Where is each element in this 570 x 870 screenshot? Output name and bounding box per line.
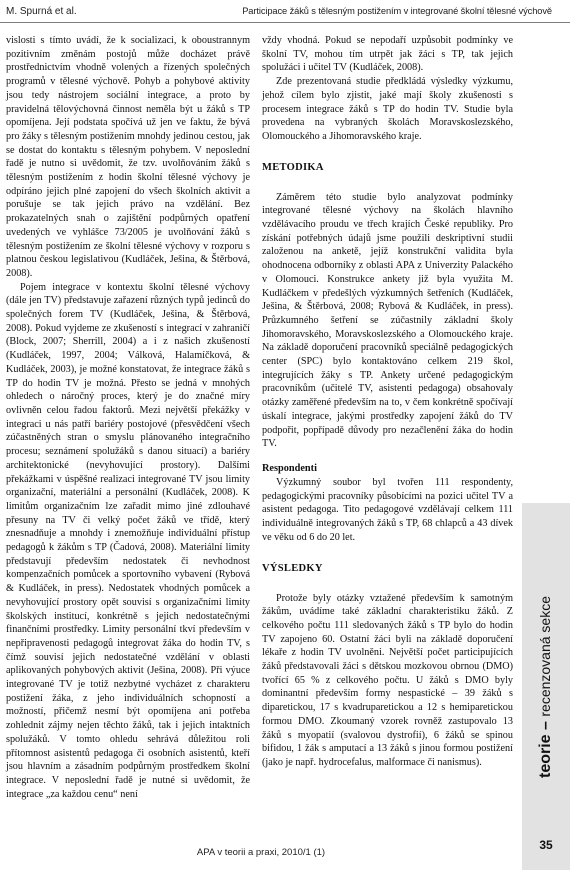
paragraph: Záměrem této studie bylo analyzovat podmínky integrované tělesné výchovy na školách hlavního vzdělávacího proudu ve třech krajích České republiky. Pro získání potřebných údajů jsme použili deskriptivní studii založenou na anketě, jejíž konstrukční validita byla ohodnocena odborníky z oblasti APA z Univerzity Palackého v Olomouci. Konstrukce ankety již byla využita M. Kudláčkem v předešlých výzkumných šetřeních (Kudláček, Ješina, & Štěrbová, 2008; Rybová & Kudláček, in press). Průzkumného šetření se zúčastnily základní školy Jihomoravského, Moravskoslezského a Olomouckého kraje. Na základě doporučení pracovníků speciálně pedagogických center (SPC) bylo kontaktováno celkem 219 škol, integrujících žáky s TP. Ankety určené pedagogickým pracovníkům (učitelé TV, asistenti pedagoga) obsahovaly otázky zaměřené především na to, v čem konkrétně spočívají úskalí integrace, jakými prostředky zapojení žáků do TV podpořit, popřípadě důvody pro nezačlenění žáka do hodin TV. bbox=[262, 191, 513, 450]
right-column bbox=[262, 34, 513, 770]
sidebar-label bbox=[537, 595, 555, 777]
section-heading-vysledky: VÝSLEDKY bbox=[262, 562, 323, 574]
paragraph: Pojem integrace v kontextu školní tělesné výchovy (dále jen TV) představuje zařazení různých typů jedinců do společných forem TV (Kudláček, Ješina, & Štěrbová, 2008). Pokud vyjdeme ze zkušeností s integrací v zahraničí (Block, 2007; Sherrill, 2004) a i z našich zkušeností (Kudláček, 1997, 2004; Válková, Halamíčková, & Kudláček, 2003), je možné konstatovat, že integrace žáků s TP do hodin TV je možná. Přesto se jedná v mnohých ohledech o náročný proces, který je do značné míry ovlivněn celou řadou faktorů. Mezi největší překážky v integraci u nás patří bariéry postojové (přesvědčení všech zúčastněných stran o smyslu plánovaného integračního procesu; seznámení spolužáků s danou situací) a bariéry architektonické (nevyhovující prostory). Dalšími překážkami v úspěšné realizaci integrované TV jsou limity organizační, materiální a personální (Kudláček, 2008). K limitům organizačním lze zařadit mimo jiné zdlouhavé přesuny na TV či velký počet žáků ve třídě, který znesnadňuje a mnohdy i znemožňuje individuální přístup pedagogů k žákům s TP (Čadová, 2008). Materiální limity představují především nedostatek či nevhodnost kompenzačních pomůcek a sportovního vybavení (Rybová & Kudláček, in press). Nedostatek vhodných pomůcek a nevyhovující prostory opět souvisí s organizačními limity školských institucí, konkrétně s jejich nedostatečnými finančními prostředky. Limity personální tkví především v nepřipravenosti pedagogů integrovat žáka do hodin TV, s čímž souvisí jejich nedostatečné vzdělání v oblasti aplikovaných pohybových aktivit (Ješina, 2008). Při výuce integrované TV je totiž nezbytné vycházet z charakteru postižení žáka, z jeho individuálních schopností a možností, přičemž nesmí být opomíjena ani potřeba zohlednit zájmy nejen těchto žáků, tak i jejich intaktních spolužáků. V tomto ohledu sehrává důležitou roli přítomnost asistentů pedagoga či osobních asistentů, kteří jsou hlavním a zásadním podpůrným prostředkem školní integrace. V neposlední řadě je nutné si uvědomit, že integrace „za každou cenu“ není bbox=[6, 281, 250, 800]
paragraph: Zde prezentovaná studie předkládá výsledky výzkumu, jehož cílem bylo zjistit, jaké mají školy zkušenosti s procesem integrace žáků s TP do hodin TV. Studie byla provedena na vybraných školách Moravskoslezského, Olomouckého a Jihomoravského kraje. bbox=[262, 76, 513, 142]
paragraph: vždy vhodná. Pokud se nepodaří uzpůsobit podmínky ve školní TV, mohou tím utrpět jak žáci s TP, tak jejich spolužáci i učitel TV (Kudláček, 2008). bbox=[262, 35, 513, 74]
running-header bbox=[0, 0, 570, 23]
journal-footer: APA v teorii a praxi, 2010/1 (1) bbox=[196, 847, 326, 858]
subsection-heading-respondenti: Respondenti bbox=[262, 462, 317, 474]
section-heading-metodika: METODIKA bbox=[262, 161, 324, 173]
title-running-head: Participace žáků s tělesným postižením v integrované školní tělesné výchově bbox=[242, 6, 552, 16]
sidebar-separator: – bbox=[537, 716, 554, 734]
page-number: 35 bbox=[539, 838, 553, 852]
left-column bbox=[6, 34, 250, 801]
sidebar-sub-label: recenzovaná sekce bbox=[537, 595, 553, 717]
sidebar-main-label: teorie bbox=[537, 733, 554, 778]
paragraph: vislosti s tímto uvádí, že k socializaci, k oboustrannym pozitivním změnám postojů může docházet právě prostřednictvím vhodně volených a řízených společných programů v tělesné výchově. Pohyb a pohybové aktivity jsou tedy nástrojem sociální integrace, a proto by pravidelná tělovýchovná činnost neměla být u žáků s TP opomíjena. Její podstata spočívá už jen ve faktu, že bývá pro žáky s tělesným postižením mnohdy jedinou cestou, jak se dostat do kontaktu s tělesným pohybem. V neposlední řadě je nutno si uvědomit, že tzv. uvolňováním žáků s tělesným postižením z hodin školní tělesné výchovy je odpíráno jejich plné zapojení do všech školních aktivit a porušuje se tak jejich právo na vzdělání. Bez prokazatelných snah o zajištění podpůrných opatření uvedených ve vyhlášce 73/2005 je uvolňování žáků s tělesným postižením ze školní tělesné výchovy v rozporu s platnou českou legislativou (Kudláček, Ješina, & Štěrbová, 2008). bbox=[6, 35, 250, 279]
paragraph: Protože byly otázky vztažené především k samotným žákům, uvádíme také základní charakteristiku žáků. Z celkového počtu 111 sledovaných žáků s TP bylo do hodin TV zapojeno 60. Ostatní žáci byli na základě doporučení lékaře z hodin TV uvolněni. Největší počet participujících žáků představovali žáci s dětskou mozkovou obrnou (DMO) tvořící 65 % z celkového počtu. U žáků s DMO byly dominantní především formy nespastické – 39 žáků s diparetickou, 17 s kvadruparetickou a 12 s hemiparetickou formou DMO. Zkoumaný vzorek rovněž zastupovalo 13 žáků s myopatií (svalovou dystrofií), 6 žáků se spinou bifidou, 1 žák s amputací a 13 žáků s jinou formou postižení (jako je např. hydrocefalus, malformace či nanismus). bbox=[262, 592, 513, 768]
section-sidebar bbox=[522, 503, 570, 870]
paragraph: Výzkumný soubor byl tvořen 111 respondenty, pedagogickými pracovníky působícími na pozici učitel TV a asistent pedagoga. Tito pedagogové vzdělávají celkem 111 individuálně integrovaných žáků s TP, 68 chlapců a 43 dívek ve věku od 6 do 20 let. bbox=[262, 476, 513, 543]
author-running-head: M. Spurná et al. bbox=[6, 6, 77, 17]
